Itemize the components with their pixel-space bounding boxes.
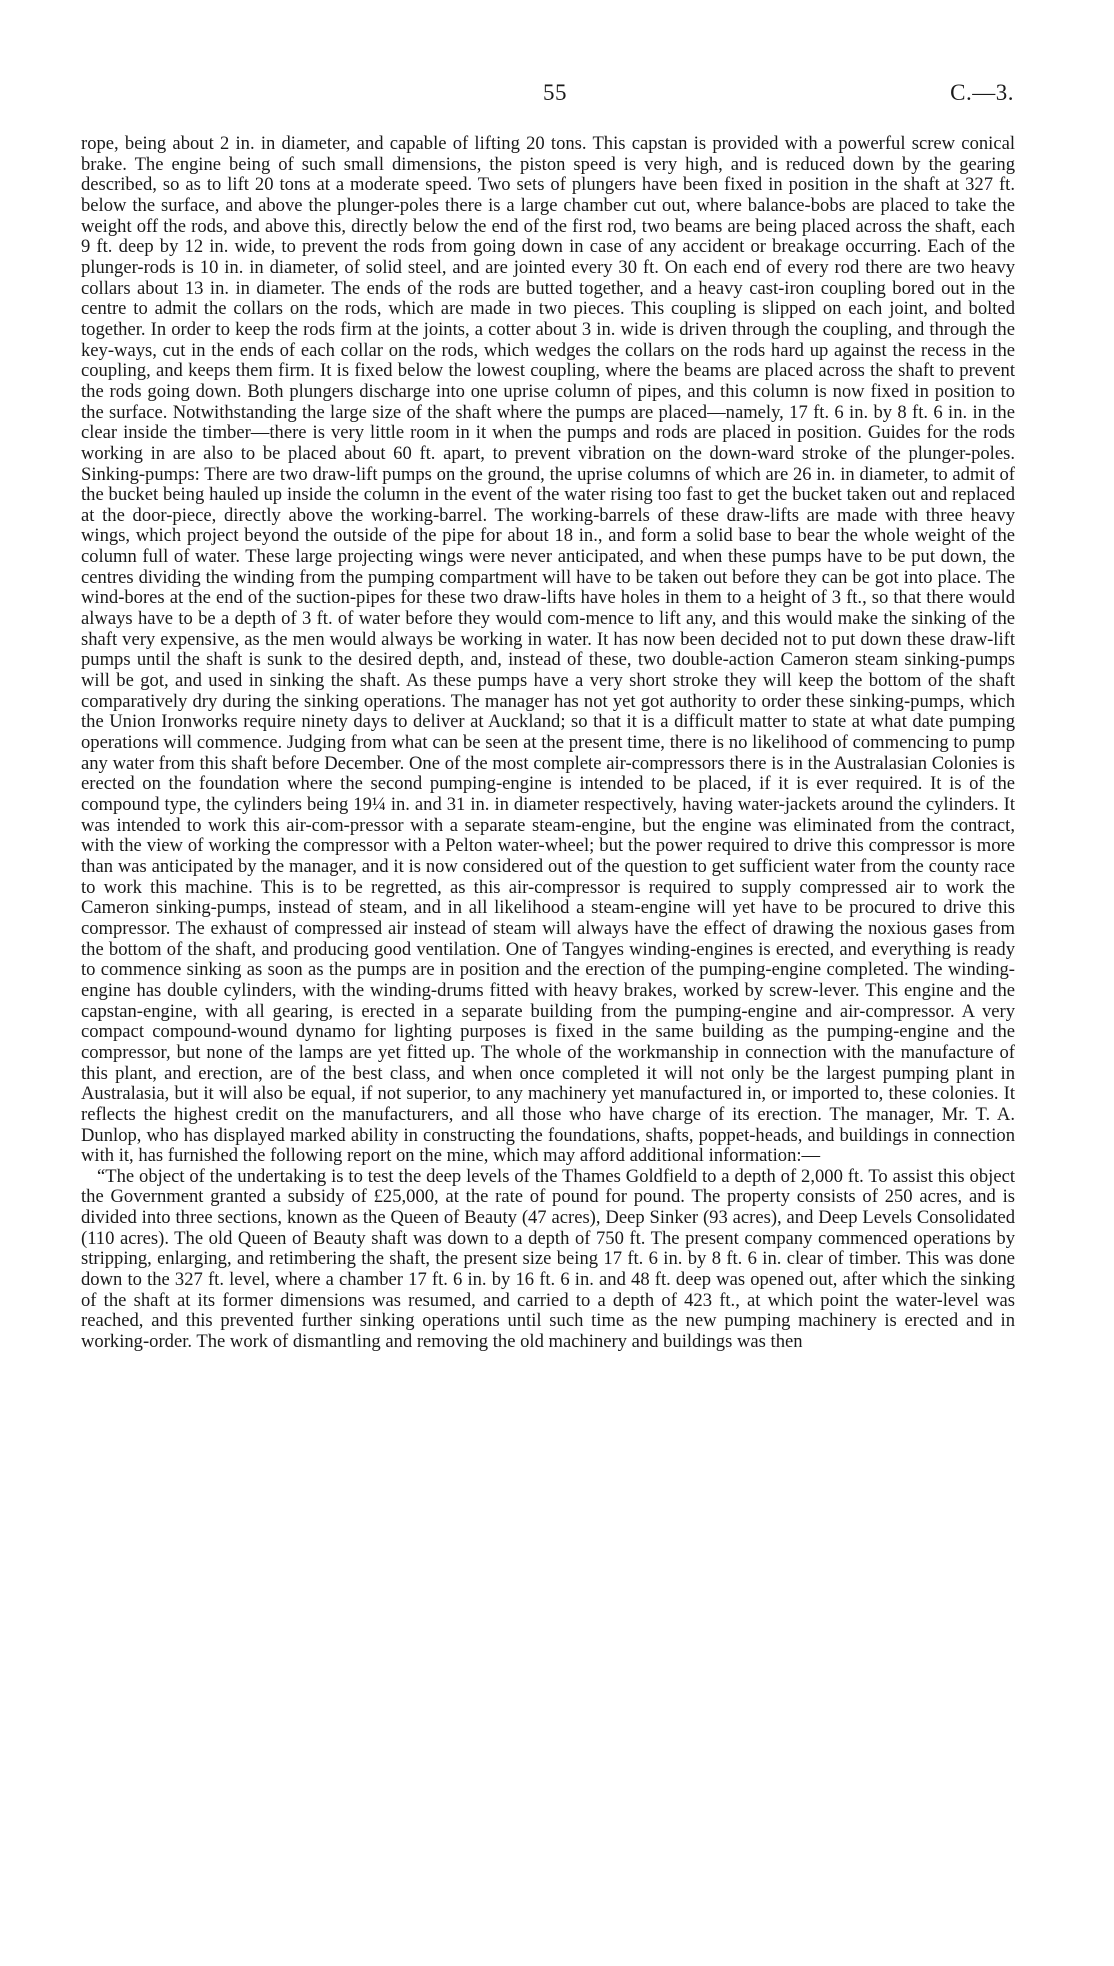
paragraph-quoted-report: “The object of the undertaking is to test the deep levels of the Thames Goldfield to a depth of 2,000 ft. To assist this object the Government granted a subsidy of £25,000, at the rate of pound for pound. The property consists of 250 acres, and is divided into three sections, known as the Queen of Beauty (47 acres), Deep Sinker (93 acres), and Deep Levels Consolidated (110 acres). The old Queen of Beauty shaft was down to a depth of 750 ft. The present company commenced operations by stripping, enlarging, and retimbering the shaft, the present size being 17 ft. 6 in. by 8 ft. 6 in. clear of timber. This was done down to the 327 ft. level, where a chamber 17 ft. 6 in. by 16 ft. 6 in. and 48 ft. deep was opened out, after which the sinking of the shaft at its former dimensions was resumed, and carried to a depth of 423 ft., at which point the water-level was reached, and this prevented further sinking operations until such time as the new pumping machinery is erected and in working-order. The work of dismantling and removing the old machinery and buildings was then bbox=[81, 1165, 1015, 1353]
page-number: 55 bbox=[543, 80, 567, 105]
paragraph: rope, being about 2 in. in diameter, and capable of lifting 20 tons. This capstan is provided with a powerful screw conical brake. The engine being of such small dimensions, the piston speed is very high, and is reduced down by the gearing described, so as to lift 20 tons at a moderate speed. Two sets of plungers have been fixed in position in the shaft at 327 ft. below the surface, and above the plunger-poles there is a large chamber cut out, where balance-bobs are placed to take the weight off the rods, and above this, directly below the end of the first rod, two beams are being placed across the shaft, each 9 ft. deep by 12 in. wide, to prevent the rods from going down in case of any accident or breakage occurring. Each of the plunger-rods is 10 in. in diameter, of solid steel, and are jointed every 30 ft. On each end of every rod there are two heavy collars about 13 in. in diameter. The ends of the rods are butted together, and a heavy cast-iron coupling bored out in the centre to admit the collars on the rods, which are made in two pieces. This coupling is slipped on each joint, and bolted together. In order to keep the rods firm at the joints, a cotter about 3 in. wide is driven through the coupling, and through the key-ways, cut in the ends of each collar on the rods, which wedges the collars on the rods hard up against the recess in the coupling, and keeps them firm. It is fixed below the lowest coupling, where the beams are placed across the shaft to prevent the rods going down. Both plungers discharge into one uprise column of pipes, and this column is now fixed in position to the surface. Notwithstanding the large size of the shaft where the pumps are placed—namely, 17 ft. 6 in. by 8 ft. 6 in. in the clear inside the timber—there is very little room in it when the pumps and rods are placed in position. Guides for the rods working in are also to be placed about 60 ft. apart, to prevent vibration on the down-ward stroke of the plunger-poles. Sinking-pumps: There are two draw-lift pumps on the ground, the uprise columns of which are 26 in. in diameter, to admit of the bucket being hauled up inside the column in the event of the water rising too fast to get the bucket taken out and replaced at the door-piece, directly above the working-barrel. The working-barrels of these draw-lifts are made with three heavy wings, which project beyond the outside of the pipe for about 18 in., and form a solid base to bear the whole weight of the column full of water. These large projecting wings were never anticipated, and when these pumps have to be put down, the centres dividing the winding from the pumping compartment will have to be taken out before they can be got into place. The wind-bores at the end of the suction-pipes for these two draw-lifts have holes in them to a height of 3 ft., so that there would always have to be a depth of 3 ft. of water before they would com-mence to lift any, and this would make the sinking of the shaft very expensive, as the men would always be working in water. It has now been decided not to put down these draw-lift pumps until the shaft is sunk to the desired depth, and, instead of these, two double-action Cameron steam sinking-pumps will be got, and used in sinking the shaft. As these pumps have a very short stroke they will keep the bottom of the shaft comparatively dry during the sinking operations. The manager has not yet got authority to order these sinking-pumps, which the Union Ironworks require ninety days to deliver at Auckland; so that it is a difficult matter to state at what date pumping operations will commence. Judging from what can be seen at the present time, there is no likelihood of commencing to pump any water from this shaft before December. One of the most complete air-compressors there is in the Australasian Colonies is erected on the foundation where the second pumping-engine is intended to be placed, if it is ever required. It is of the compound type, the cylinders being 19¼ in. and 31 in. in diameter respectively, having water-jackets around the cylinders. It was intended to work this air-com-pressor with a separate steam-engine, but the engine was eliminated from the contract, with the view of working the compressor with a Pelton water-wheel; but the power required to drive this compressor is more than was anticipated by the manager, and it is now considered out of the question to get sufficient water from the county race to work this machine. This is to be regretted, as this air-compressor is required to supply compressed air to work the Cameron sinking-pumps, instead of steam, and in all likelihood a steam-engine will yet have to be procured to drive this compressor. The exhaust of compressed air instead of steam will always have the effect of drawing the noxious gases from the bottom of the shaft, and producing good ventilation. One of Tangyes winding-engines is erected, and everything is ready to commence sinking as soon as the pumps are in position and the erection of the pumping-engine completed. The winding-engine has double cylinders, with the winding-drums fitted with heavy brakes, worked by screw-lever. This engine and the capstan-engine, with all gearing, is erected in a separate building from the pumping-engine and air-compressor. A very compact compound-wound dynamo for lighting purposes is fixed in the same building as the pumping-engine and the compressor, but none of the lamps are yet fitted up. The whole of the workmanship in connection with the manufacture of this plant, and erection, are of the best class, and when once completed it will not only be the largest pumping plant in Australasia, but it will also be equal, if not superior, to any machinery yet manufactured in, or imported to, these colonies. It reflects the highest credit on the manufacturers, and all those who have charge of its erection. The manager, Mr. T. A. Dunlop, who has displayed marked ability in constructing the foundations, shafts, poppet-heads, and buildings in connection with it, has furnished the following report on the mine, which may afford additional information:— bbox=[81, 133, 1015, 1167]
document-reference: C.—3. bbox=[950, 80, 1014, 105]
body-text bbox=[81, 134, 1015, 1353]
page-header bbox=[80, 80, 1030, 110]
